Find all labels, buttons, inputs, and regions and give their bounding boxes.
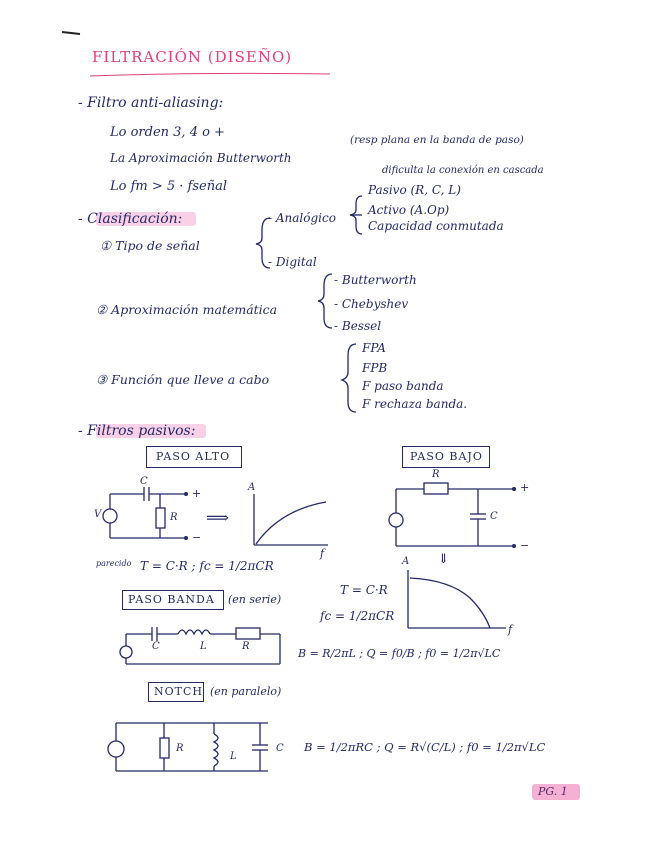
paso-alto-formula-prefix: parecido: [96, 559, 132, 568]
paso-alto-v: V: [94, 509, 102, 520]
paso-alto-formula: T = C·R ; fc = 1/2πCR: [140, 559, 274, 573]
activo-label: Activo (A.Op): [368, 203, 450, 217]
paso-alto-c: C: [140, 476, 148, 487]
paso-bajo-r: R: [432, 469, 440, 480]
paso-alto-axis-a: A: [248, 482, 256, 493]
paso-bajo-axis-f: f: [508, 623, 513, 636]
paso-bajo-down-arrow: ⇓: [438, 552, 449, 567]
aprox-chebyshev: - Chebyshev: [334, 297, 409, 311]
funcion-fpa: FPA: [362, 341, 386, 355]
clasificacion-heading: - Clasificación:: [78, 211, 183, 227]
paso-alto-arrow: ⟹: [206, 508, 229, 527]
aprox-bessel: - Bessel: [334, 319, 382, 333]
notch-c: C: [276, 743, 284, 754]
paso-alto-plus: +: [192, 487, 202, 500]
notch-label: NOTCH: [154, 685, 203, 698]
paso-banda-l: L: [200, 641, 207, 652]
capacidad-label: Capacidad conmutada: [368, 219, 504, 233]
notch-formula: B = 1/2πRC ; Q = R√(C/L) ; f0 = 1/2π√LC: [304, 740, 546, 754]
pasivo-note: dificulta la conexión en cascada: [382, 165, 544, 176]
paso-alto-label: PASO ALTO: [156, 450, 231, 463]
paso-banda-note: (en serie): [228, 593, 282, 606]
antialiasing-line-3: (resp plana en la banda de paso): [350, 134, 524, 146]
paso-bajo-minus: −: [520, 539, 530, 552]
aproximacion-label: ② Aproximación matemática: [96, 302, 278, 317]
funcion-rechaza-banda: F rechaza banda.: [362, 397, 468, 411]
paso-bajo-axis-a: A: [402, 556, 410, 567]
paso-alto-r: R: [170, 512, 178, 523]
page-title: FILTRACIÓN (DISEÑO): [92, 48, 293, 66]
paso-bajo-c: C: [490, 511, 498, 522]
paso-alto-minus: −: [192, 531, 202, 544]
funcion-fpb: FPB: [362, 361, 388, 375]
paso-bajo-label: PASO BAJO: [410, 450, 483, 463]
funcion-label: ③ Función que lleve a cabo: [96, 372, 270, 387]
paso-bajo-plus: +: [520, 481, 530, 494]
paso-bajo-formula-fc: fc = 1/2πCR: [320, 609, 395, 623]
paso-banda-formula: B = R/2πL ; Q = f0/B ; f0 = 1/2π√LC: [298, 647, 501, 660]
antialiasing-heading: - Filtro anti-aliasing:: [78, 95, 224, 111]
paso-banda-c: C: [152, 641, 160, 652]
filtros-pasivos-heading: - Filtros pasivos:: [78, 423, 196, 439]
paso-banda-label: PASO BANDA: [128, 593, 215, 606]
antialiasing-line-1: Lo orden 3, 4 o +: [110, 125, 225, 140]
paso-banda-r: R: [242, 641, 250, 652]
funcion-paso-banda: F paso banda: [362, 379, 444, 393]
tipo-senal-label: ① Tipo de señal: [100, 238, 200, 253]
page-number: PG. 1: [538, 785, 568, 798]
aprox-butterworth: - Butterworth: [334, 273, 417, 287]
antialiasing-line-2: La Aproximación Butterworth: [110, 151, 292, 165]
notch-l: L: [230, 751, 237, 762]
notch-note: (en paralelo): [210, 685, 282, 698]
analogico-label: - Analógico: [268, 211, 336, 225]
digital-label: - Digital: [268, 255, 317, 269]
antialiasing-line-4: Lo fm > 5 · fseñal: [110, 179, 228, 194]
notch-r: R: [176, 743, 184, 754]
pasivo-label: Pasivo (R, C, L): [368, 183, 461, 197]
paso-bajo-formula-t: T = C·R: [340, 583, 388, 597]
paso-alto-axis-f: f: [320, 547, 325, 560]
